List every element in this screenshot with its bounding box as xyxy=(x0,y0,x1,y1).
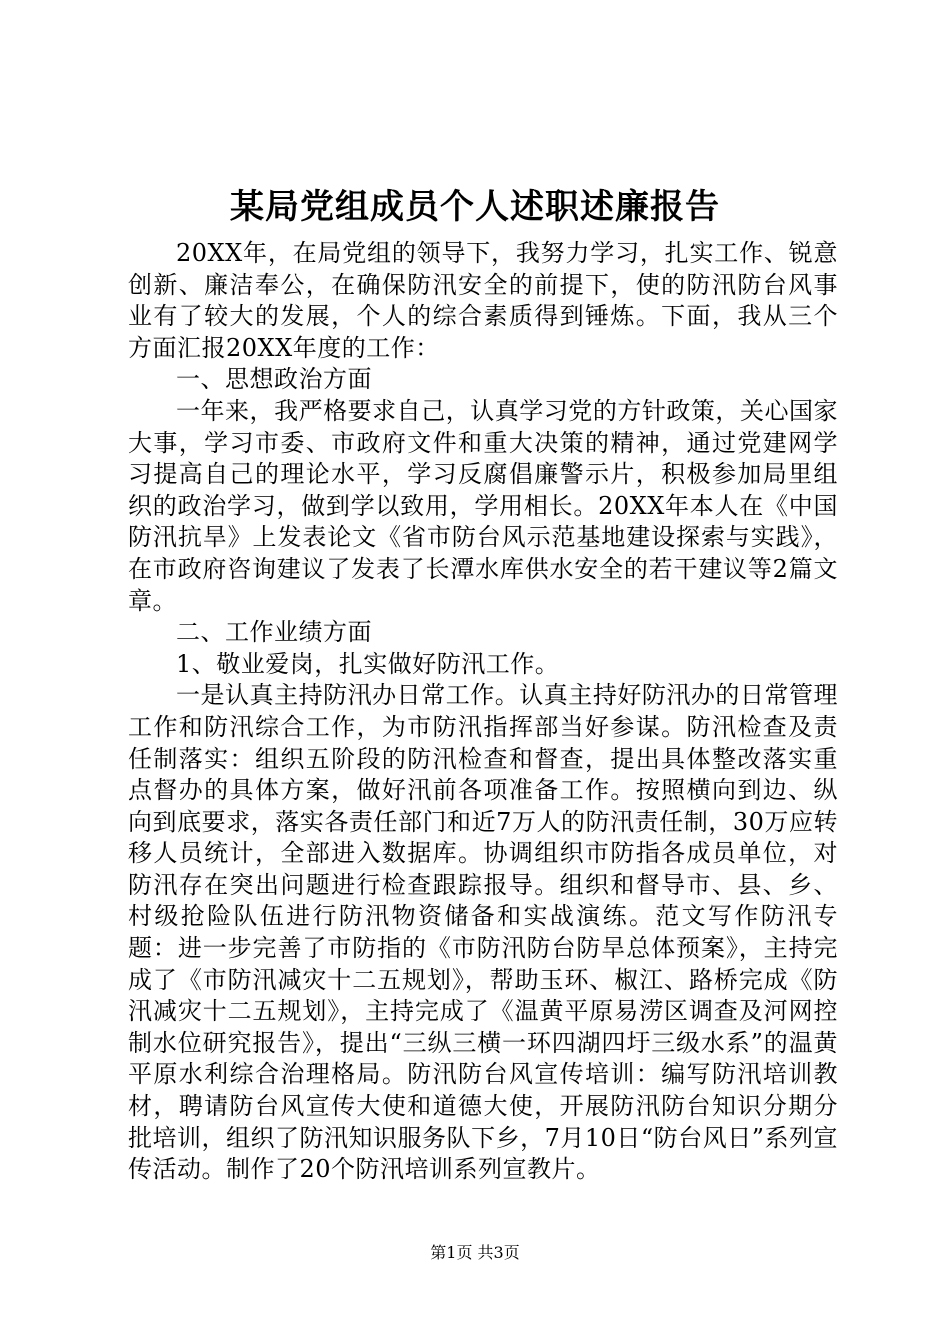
document-body xyxy=(128,238,838,1186)
paragraph-intro: 20XX年，在局党组的领导下，我努力学习，扎实工作、锐意创新、廉洁奉公，在确保防汛安全的前提下，使的防汛防台风事业有了较大的发展，个人的综合素质得到锤炼。下面，我从三个方面汇报20XX年度的工作： xyxy=(128,239,838,362)
paragraph-politics: 一年来，我严格要求自己，认真学习党的方针政策，关心国家大事，学习市委、市政府文件和重大决策的精神，通过党建网学习提高自己的理论水平，学习反腐倡廉警示片，积极参加局里组织的政治学习，做到学以致用，学用相长。20XX年本人在《中国防汛抗旱》上发表论文《省市防台风示范基地建设探索与实践》，在市政府咨询建议了发表了长潭水库供水安全的若干建议等2篇文章。 xyxy=(128,396,838,615)
page-footer: 第1页 共3页 xyxy=(430,1243,520,1262)
section-heading-politics: 一、思想政治方面 xyxy=(176,365,372,394)
subsection-heading-flood: 1、敬业爱岗，扎实做好防汛工作。 xyxy=(176,649,560,678)
section-heading-work: 二、工作业绩方面 xyxy=(176,618,372,647)
document-title: 某局党组成员个人述职述廉报告 xyxy=(230,187,720,227)
paragraph-flood-work: 一是认真主持防汛办日常工作。认真主持好防汛办的日常管理工作和防汛综合工作，为市防汛指挥部当好参谋。防汛检查及责任制落实：组织五阶段的防汛检查和督查，提出具体整改落实重点督办的具体方案，做好汛前各项准备工作。按照横向到边、纵向到底要求，落实各责任部门和近7万人的防汛责任制，30万应转移人员统计，全部进入数据库。协调组织市防指各成员单位，对防汛存在突出问题进行检查跟踪报导。组织和督导市、县、乡、村级抢险队伍进行防汛物资储备和实战演练。范文写作防汛专题：进一步完善了市防指的《市防汛防台防旱总体预案》，主持完成了《市防汛减灾十二五规划》，帮助玉环、椒江、路桥完成《防汛减灾十二五规划》，主持完成了《温黄平原易涝区调查及河网控制水位研究报告》，提出“三纵三横一环四湖四圩三级水系”的温黄平原水利综合治理格局。防汛防台风宣传培训：编写防汛培训教材，聘请防台风宣传大使和道德大使，开展防汛防台知识分期分批培训，组织了防汛知识服务队下乡，7月10日“防台风日”系列宣传活动。制作了20个防汛培训系列宣教片。 xyxy=(128,681,838,1184)
